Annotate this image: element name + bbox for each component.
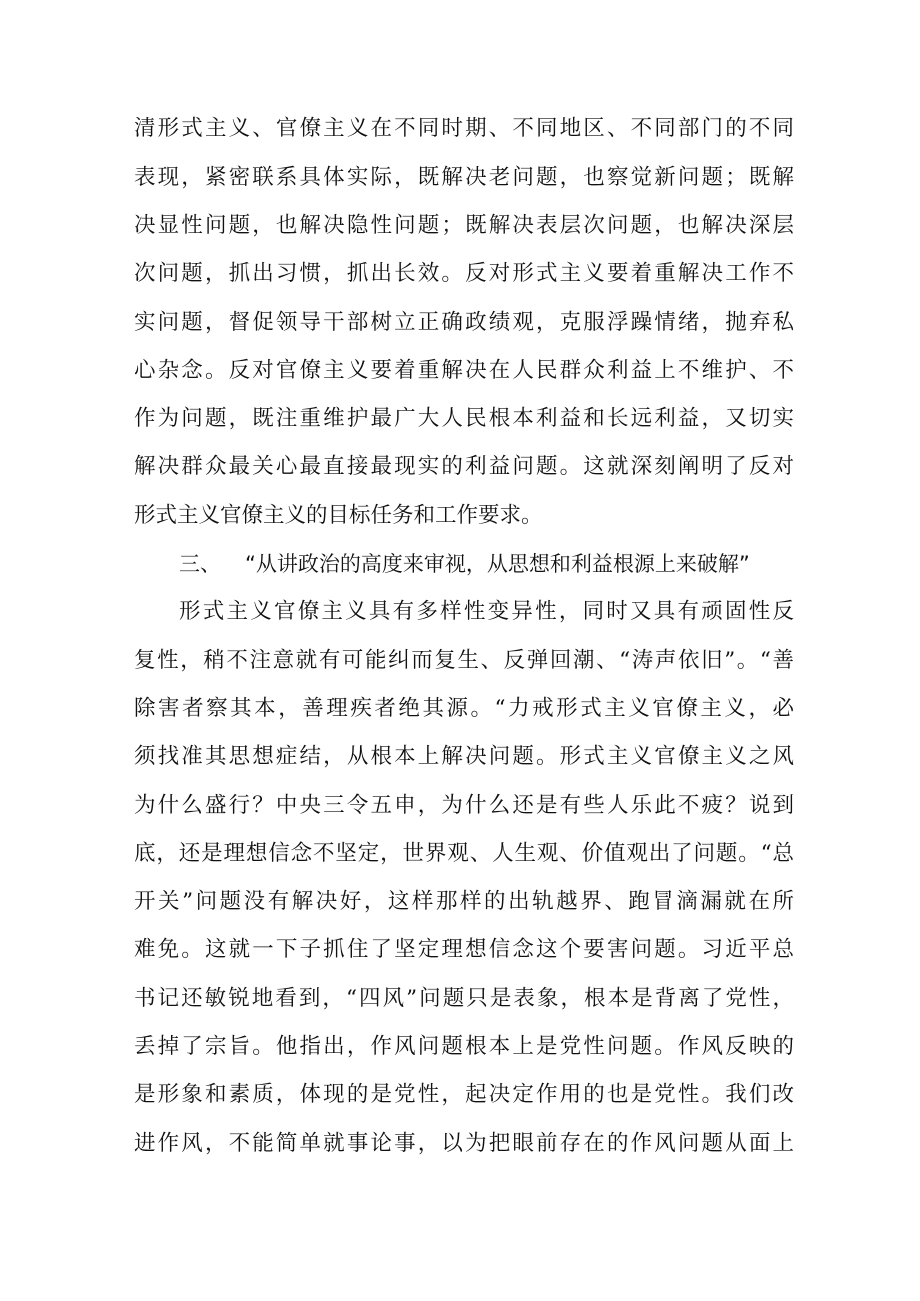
section-heading: [179, 544, 799, 584]
paragraph-2-line-6: 底，还是理想信念不坚定，世界观、人生观、价值观出了问题。“总: [134, 841, 794, 866]
paragraph-2-line-7: 开关”问题没有解决好，这样那样的出轨越界、跑冒滴漏就在所: [134, 889, 794, 914]
paragraph-2-line-12: 进作风，不能简单就事论事，以为把眼前存在的作风问题从面上: [134, 1131, 794, 1156]
paragraph-1-line-1: 清形式主义、官僚主义在不同时期、不同地区、不同部门的不同: [134, 116, 794, 141]
paragraph-2-line-4: 须找准其思想症结，从根本上解决问题。形式主义官僚主义之风: [134, 744, 794, 769]
section-number: 三、: [179, 552, 221, 576]
section-title: “从讲政治的高度来审视，从思想和利益根源上来破解”: [245, 552, 750, 576]
paragraph-1-line-5: 实问题，督促领导干部树立正确政绩观，克服浮躁情绪，抛弃私: [134, 310, 794, 335]
paragraph-1-line-8: 解决群众最关心最直接最现实的利益问题。这就深刻阐明了反对: [134, 454, 794, 479]
paragraph-2-line-1: 形式主义官僚主义具有多样性变异性，同时又具有顽固性反: [179, 599, 794, 624]
paragraph-1-line-2: 表现，紧密联系具体实际，既解决老问题，也察觉新问题；既解: [134, 165, 794, 190]
paragraph-2-line-2: 复性，稍不注意就有可能纠而复生、反弹回潮、“涛声依旧”。“善: [134, 648, 794, 673]
paragraph-1-line-3: 决显性问题，也解决隐性问题；既解决表层次问题，也解决深层: [134, 213, 794, 238]
paragraph-1-line-4: 次问题，抓出习惯，抓出长效。反对形式主义要着重解决工作不: [134, 261, 794, 286]
paragraph-1-line-9: 形式主义官僚主义的目标任务和工作要求。: [134, 503, 543, 528]
paragraph-1-line-7: 作为问题，既注重维护最广大人民根本利益和长远利益，又切实: [134, 406, 794, 431]
paragraph-2-line-8: 难免。这就一下子抓住了坚定理想信念这个要害问题。习近平总: [134, 937, 794, 962]
paragraph-2-line-5: 为什么盛行？中央三令五申，为什么还是有些人乐此不疲？说到: [134, 793, 794, 818]
paragraph-2-line-9: 书记还敏锐地看到，“四风”问题只是表象，根本是背离了党性，: [134, 986, 794, 1011]
paragraph-2-line-10: 丢掉了宗旨。他指出，作风问题根本上是党性问题。作风反映的: [134, 1034, 794, 1059]
paragraph-2-line-3: 除害者察其本，善理疾者绝其源。“力戒形式主义官僚主义，必: [134, 696, 794, 721]
paragraph-2-line-11: 是形象和素质，体现的是党性，起决定作用的也是党性。我们改: [134, 1082, 794, 1107]
paragraph-1-line-6: 心杂念。反对官僚主义要着重解决在人民群众利益上不维护、不: [134, 358, 794, 383]
